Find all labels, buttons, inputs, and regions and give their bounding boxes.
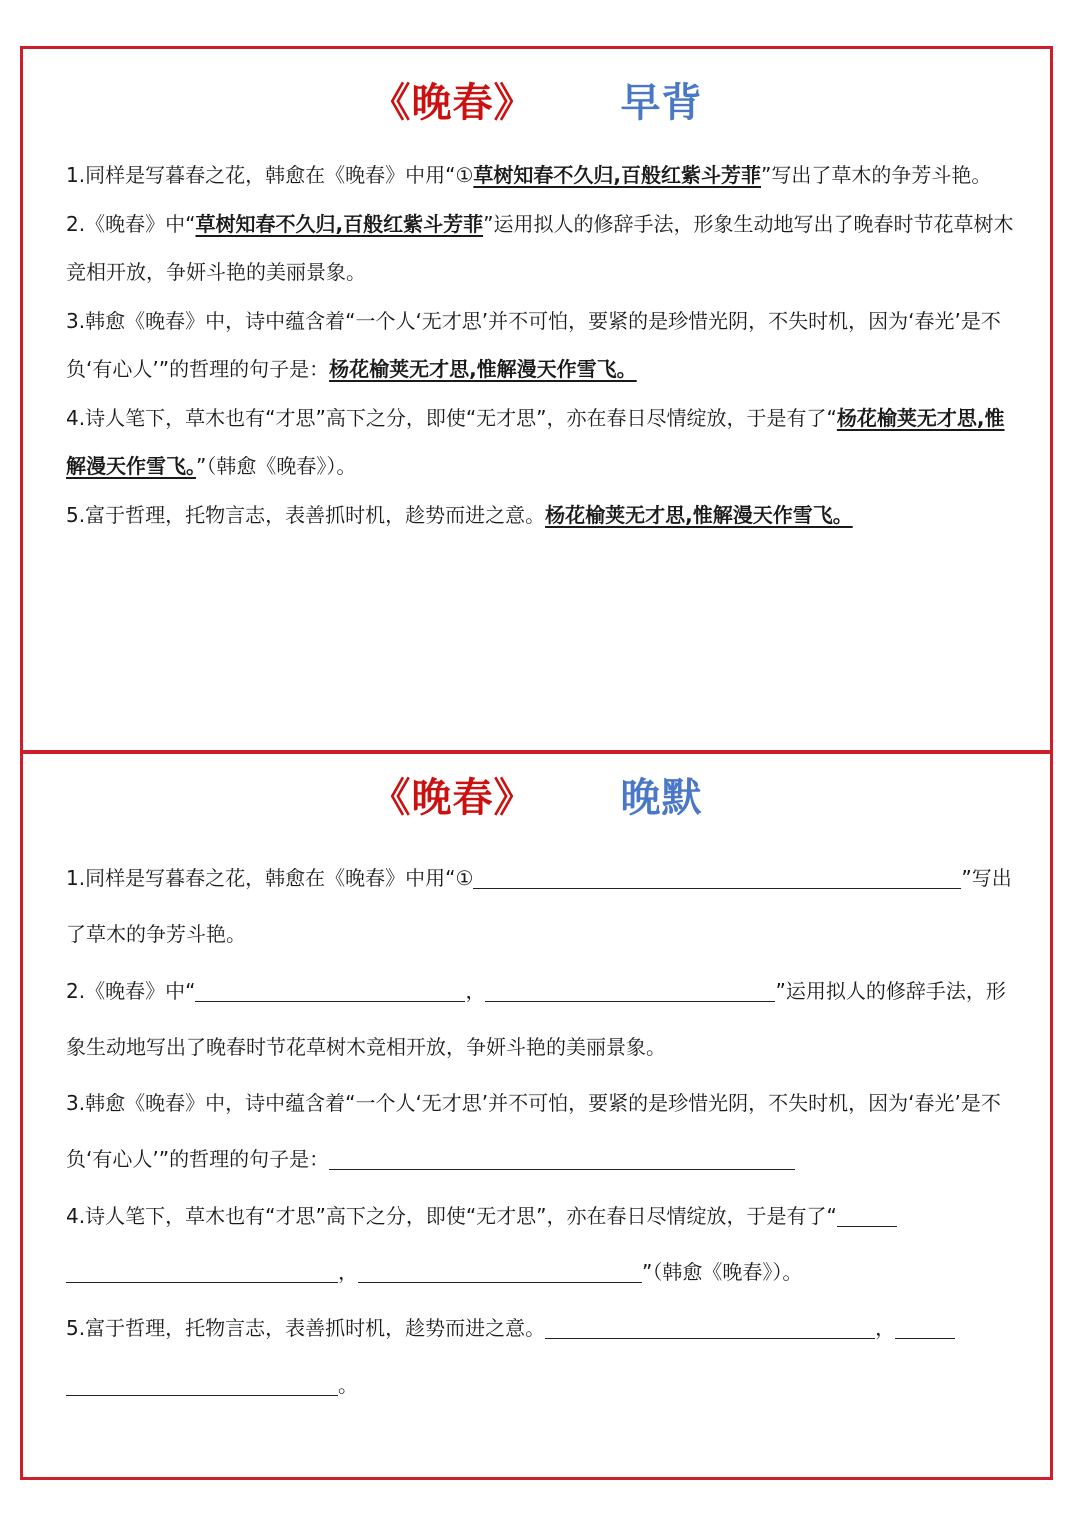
morning-item-5 — [66, 491, 1014, 540]
item-number: 5. — [66, 502, 86, 527]
item-text: 《晚春》中“ — [85, 978, 196, 1003]
evening-item-3 — [66, 1075, 1014, 1188]
item-text: 诗人笔下，草木也有“才思”高下之分，即使“无才思”，亦在春日尽情绽放，于是有了“ — [85, 1203, 837, 1228]
item-number: 2. — [66, 211, 86, 236]
answer-blank[interactable] — [473, 868, 961, 889]
morning-items — [66, 151, 1014, 539]
morning-item-2 — [66, 200, 1014, 297]
answer-blank[interactable] — [485, 981, 775, 1002]
answer-blank[interactable] — [545, 1318, 875, 1339]
evening-item-2 — [66, 963, 1014, 1076]
item-text: ”运用拟人的修辞手法，形象生动地写出了晚春时节花草树木竞相开放，争妍斗艳的美丽景象。 — [66, 978, 1006, 1059]
answer-blank[interactable] — [837, 1206, 897, 1227]
item-text: ， — [875, 1316, 896, 1341]
morning-item-1 — [66, 151, 1014, 200]
answer-blank[interactable] — [66, 1262, 338, 1283]
item-text: ， — [338, 1260, 358, 1285]
item-number: 3. — [66, 1091, 86, 1116]
answer-blank[interactable] — [66, 1375, 338, 1396]
item-text: 韩愈《晚春》中，诗中蕴含着“一个人‘无才思’并不可怕，要紧的是珍惜光阴，不失时机，因为‘春光’是不负‘有心人’”的哲理的句子是： — [66, 1091, 1001, 1172]
evening-item-4 — [66, 1188, 1014, 1301]
answer-blank[interactable] — [195, 981, 465, 1002]
morning-title-poem: 《晚春》 — [370, 80, 535, 126]
item-text: ”（韩愈《晚春》）。 — [196, 454, 357, 478]
item-text: 同样是写暮春之花，韩愈在《晚春》中用“① — [85, 866, 474, 890]
item-text: 《晚春》中“ — [85, 211, 196, 236]
item-text: ”写出了草木的争芳斗艳。 — [761, 163, 992, 187]
item-text: ”写出了草木的争芳斗艳。 — [66, 866, 1012, 947]
answer-blank[interactable] — [358, 1262, 642, 1283]
evening-item-5 — [66, 1300, 1014, 1413]
morning-item-4 — [66, 394, 1014, 491]
evening-items — [66, 850, 1014, 1413]
evening-title — [23, 766, 1050, 823]
item-text: ， — [465, 978, 486, 1003]
answer-blank[interactable] — [895, 1318, 955, 1339]
item-number: 5. — [66, 1316, 86, 1341]
item-text: 富于哲理，托物言志，表善抓时机，趁势而进之意。 — [85, 1316, 546, 1341]
item-text: ”运用拟人的修辞手法，形象生动地写出了晚春时节花草树木竞相开放，争妍斗艳的美丽景象。 — [66, 211, 1014, 284]
item-answer: 草树知春不久归,百般红紫斗芳菲 — [195, 211, 484, 236]
morning-title — [23, 71, 1050, 128]
item-number: 4. — [66, 1203, 86, 1228]
item-number: 1. — [66, 163, 86, 187]
item-text: 同样是写暮春之花，韩愈在《晚春》中用“① — [85, 163, 474, 187]
item-number: 3. — [66, 308, 86, 333]
item-number: 2. — [66, 978, 86, 1003]
evening-dictation-panel — [20, 751, 1053, 1480]
item-text: 。 — [338, 1372, 358, 1397]
item-text: 诗人笔下，草木也有“才思”高下之分，即使“无才思”，亦在春日尽情绽放，于是有了“ — [85, 405, 837, 430]
evening-title-label: 晚默 — [620, 775, 703, 821]
evening-item-1 — [66, 850, 1014, 963]
item-text: ”（韩愈《晚春》）。 — [642, 1260, 803, 1285]
morning-recite-panel — [20, 46, 1053, 753]
morning-title-label: 早背 — [620, 80, 703, 126]
item-number: 1. — [66, 866, 86, 890]
item-answer: 草树知春不久归,百般红紫斗芳菲 — [473, 163, 761, 187]
item-answer: 杨花榆荚无才思,惟解漫天作雪飞。 — [66, 405, 1005, 478]
item-answer: 杨花榆荚无才思,惟解漫天作雪飞。 — [545, 502, 853, 527]
item-text: 韩愈《晚春》中，诗中蕴含着“一个人‘无才思’并不可怕，要紧的是珍惜光阴，不失时机，因为‘春光’是不负‘有心人’”的哲理的句子是： — [66, 308, 1001, 381]
answer-blank[interactable] — [329, 1149, 795, 1170]
item-text: 富于哲理，托物言志，表善抓时机，趁势而进之意。 — [85, 502, 546, 527]
evening-title-poem: 《晚春》 — [370, 775, 535, 821]
morning-item-3 — [66, 297, 1014, 394]
item-answer: 杨花榆荚无才思,惟解漫天作雪飞。 — [329, 357, 637, 381]
item-number: 4. — [66, 405, 86, 430]
